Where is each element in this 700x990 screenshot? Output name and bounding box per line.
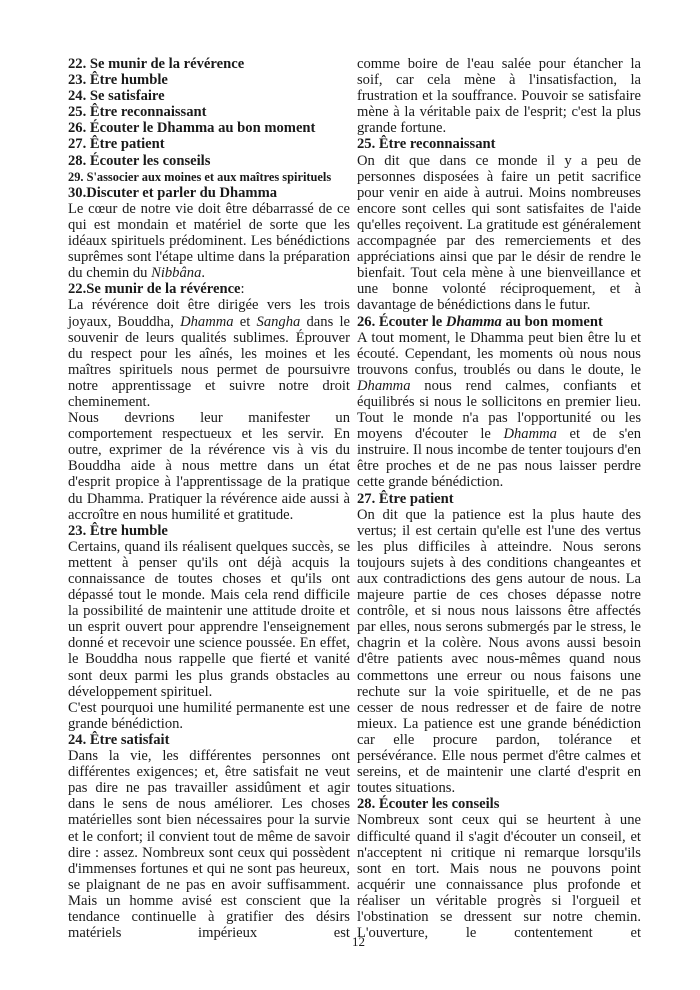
text-run: . [201, 265, 206, 282]
section-heading-25: 25. Être reconnaissant [357, 136, 496, 153]
section-23-paragraph-1: Certains, quand ils réalisent quelques succès, se mettent à penser qu'ils ont déjà acquis la connaissance de toutes choses et qu'ils ont dépassé tout le monde. Mais cela rend difficile la possibilité de maintenir une attitude droite et un esprit ouvert pour apprendre l'enseignement donné et recevoir une science poussée. En effet, le Bouddha nous rappelle que fierté et vanité sont deux parmi les plus grands obstacles au développement spirituel. [68, 538, 350, 700]
text-run: et [233, 313, 257, 330]
section-24-paragraph-1: Dans la vie, les différentes personnes ont différentes exigences; et, être satisfait ne veut pas dire ne pas travailler assidûment et agir dans le sens de nous améliorer. Les choses matérielles sont bien nécessaires pour la survie et le confort; il convient tout de même de savoir dire : assez. Nombreux sont ceux qui possèdent d'immenses fortunes et qui ne sont pas heureux, se plaignant de ne pas en avoir suffisamment. Mais un homme avisé est conscient que la tendance continuelle à gratifier des désirs matériels impérieux est [68, 748, 350, 942]
section-heading-22 [68, 281, 350, 297]
text-run: nous rend calmes, confiants et équilibrés si nous le sollicitons en premier lieu. Tout le monde n'a pas l'opportunité ou les moyens d'écouter le [357, 377, 641, 443]
heading-text: au bon moment [501, 313, 603, 330]
text-run: dans le souvenir de leurs qualités sublimes. Éprouver du respect pour les aînés, les moines et les maîtres spirituels nous permet de poursuivre notre apprentissage et suivre notre droit cheminement. [68, 313, 350, 410]
section-27-paragraph-1: On dit que la patience est la plus haute des vertus; il est certain qu'elle est l'une des vertus les plus difficiles à atteindre. Nous serons toujours sujets à des conditions changeantes et aux contradictions des gens autour de nous. La majeure partie de ces choses dépasse notre contrôle, et si nous nous laissons être affectés par elles, nous serons submergés par le stress, le chagrin et la colère. Nous avons aussi besoin d'être patients avec nous-mêmes quand nous commettons une erreur ou nous faisons une rechute sur la voie spirituelle, et de ne pas cesser de nous redresser et de faire de notre mieux. La patience est une grande bénédiction car elle procure pardon, tolérance et persévérance. Elle nous permet d'être calmes et sereins, et de maintenir une clarté d'esprit en toutes situations. [357, 506, 641, 797]
toc-item: 30.Discuter et parler du Dhamma [68, 184, 278, 201]
intro-paragraph [68, 201, 350, 281]
continuation-paragraph: comme boire de l'eau salée pour étancher la soif, car cela mène à l'insatisfaction, la frustration et la souffrance. Pouvoir se satisfaire mène à la véritable paix de l'esprit; c'est la plus grande fortune. [357, 56, 641, 137]
section-heading-24: 24. Être satisfait [68, 731, 170, 748]
left-column [68, 56, 350, 941]
toc-item: 25. Être reconnaissant [68, 104, 207, 121]
toc-item: 23. Être humble [68, 72, 168, 89]
toc-item: 24. Se satisfaire [68, 88, 165, 105]
italic-term: Dhamma [180, 313, 234, 330]
heading-suffix: : [240, 281, 245, 298]
text-run: et de s'en instruire. Il nous incombe de tenter toujours d'en être proches et de ne pas nous laisser perdre cette grande bénédiction. [357, 426, 641, 491]
italic-term: Dhamma [503, 426, 557, 443]
section-23-paragraph-2: C'est pourquoi une humilité permanente est une grande bénédiction. [68, 699, 350, 732]
text-run: La révérence doit être dirigée vers les trois joyaux, Bouddha, [68, 297, 350, 330]
italic-term: Nibbâna [151, 265, 202, 282]
section-heading-26 [357, 314, 641, 330]
toc-item: 28. Écouter les conseils [68, 152, 211, 169]
italic-term: Sangha [256, 313, 301, 330]
section-22-paragraph-1 [68, 297, 350, 410]
toc-item: 29. S'associer aux moines et aux maîtres spirituels [68, 169, 332, 184]
text-run: A tout moment, le Dhamma peut bien être lu et écouté. Cependant, les moments où nous nous trouvons confus, troublés ou dans le doute, le [357, 329, 641, 378]
italic-term: Dhamma [357, 377, 411, 394]
section-26-paragraph-1 [357, 330, 641, 491]
section-heading-28: 28. Écouter les conseils [357, 796, 500, 813]
page-number: 12 [352, 934, 365, 949]
text-run: Le cœur de notre vie doit être débarrassé de ce qui est mondain et matériel de sorte que les idéaux spirituels prédominent. Les bénédictions suprêmes sont l'étape ultime dans la préparation du chemin du [68, 200, 350, 282]
section-22-paragraph-2: Nous devrions leur manifester un comportement respectueux et les servir. En outre, exprimer de la révérence vis à vis du Bouddha aide à nous mettre dans un état d'esprit propice à l'apprentissage de la pratique du Dhamma. Pratiquer la révérence aide aussi à accroître en nous humilité et gratitude. [68, 410, 350, 523]
toc-item: 26. Écouter le Dhamma au bon moment [68, 120, 316, 137]
section-25-paragraph-1: On dit que dans ce monde il y a peu de personnes disposées à faire un petit sacrifice pour venir en aide à autrui. Moins nombreuses encore sont celles qui sont satisfaites de l'aide qu'elles reçoivent. La gratitude est généralement accompagnée par des remerciements et des appréciations ainsi que par le désir de rendre le bienfait. Tout cela mène à une bienveillance et une bonne volonté réciproquement, et à davantage de bénédictions dans le futur. [357, 152, 641, 314]
section-heading-23: 23. Être humble [68, 522, 168, 539]
toc-item: 27. Être patient [68, 136, 165, 153]
heading-text: 26. Écouter le [357, 313, 446, 330]
heading-text: 22.Se munir de la révérence [68, 281, 241, 298]
italic-term: Dhamma [445, 313, 502, 330]
right-column [357, 56, 641, 941]
toc-item: 22. Se munir de la révérence [68, 56, 245, 72]
section-28-paragraph-1: Nombreux sont ceux qui se heurtent à une difficulté quand il s'agit d'écouter un conseil, et n'acceptent ni critique ni remarque lorsqu'ils sont en tort. Mais nous ne pouvons point acquérir une connaissance plus profonde et réaliser un véritable progrès si l'orgueil et l'obstination se dressent sur notre chemin. L'ouverture, le contentement et [357, 812, 641, 942]
section-heading-27: 27. Être patient [357, 490, 454, 507]
